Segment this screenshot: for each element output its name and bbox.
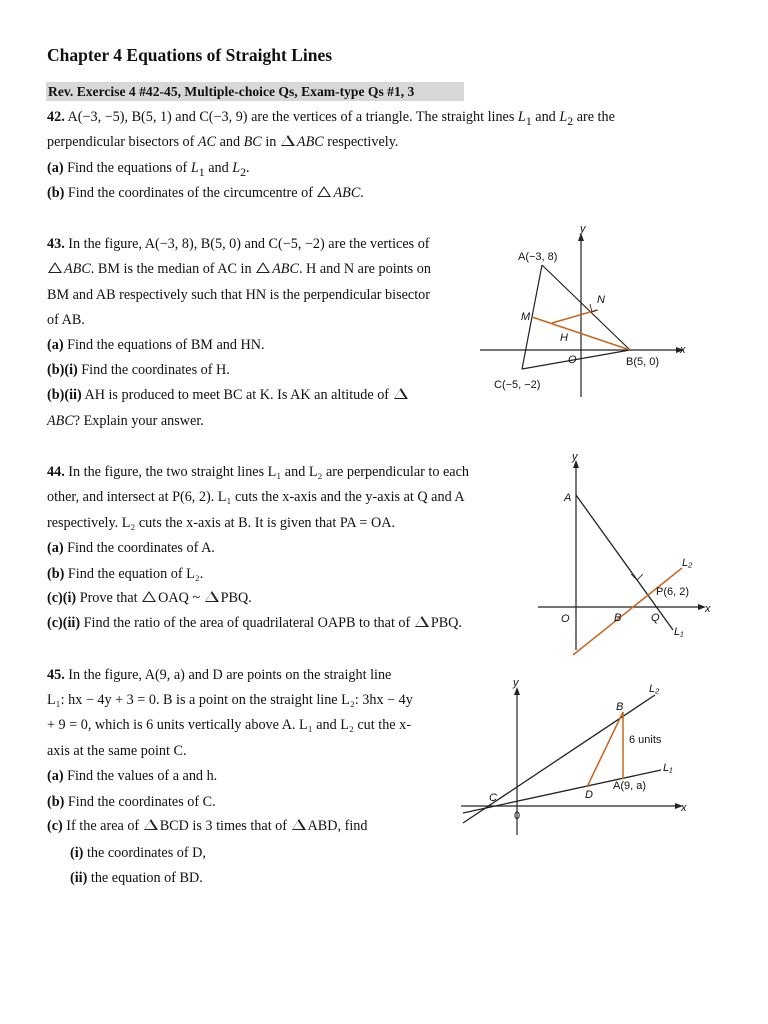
label-c: C bbox=[489, 792, 497, 804]
triangle-symbol-icon bbox=[205, 591, 219, 602]
triangle-symbol-icon bbox=[256, 262, 270, 273]
side-ab bbox=[542, 265, 630, 350]
label-a: A bbox=[564, 492, 572, 504]
q43-part-a: (a) Find the equations of BM and HN. bbox=[47, 337, 265, 353]
label-p: P(6, 2) bbox=[656, 586, 690, 598]
label-l2: L₂ bbox=[682, 557, 693, 569]
q43-part-bii-cont: ABC? Explain your answer. bbox=[47, 413, 204, 429]
q43-part-bi: (b)(i) Find the coordinates of H. bbox=[47, 362, 230, 378]
label-m: M bbox=[521, 311, 531, 323]
triangle-symbol-icon bbox=[292, 819, 306, 830]
triangle-symbol-icon bbox=[281, 135, 295, 146]
triangle-symbol-icon bbox=[48, 262, 62, 273]
label-b: B bbox=[616, 701, 624, 713]
q42-line-1: 42. A(−3, −5), B(5, 1) and C(−3, 9) are the vertices of a triangle. The straight lines $L_1$ and $L_2$ are the bbox=[47, 109, 615, 128]
label-a: A(−3, 8) bbox=[518, 251, 558, 263]
q45-part-cii: (ii) the equation of BD. bbox=[70, 870, 203, 886]
q45-line-3: + 9 = 0, which is 6 units vertically above A. L₁ and L₂ cut the x- bbox=[47, 717, 411, 733]
label-n: N bbox=[597, 294, 605, 306]
q45-part-a: (a) Find the values of a and h. bbox=[47, 768, 218, 784]
q44-line-2: other, and intersect at P(6, 2). L₁ cuts the x-axis and the y-axis at Q and A bbox=[47, 489, 465, 505]
q43-line-4: of AB. bbox=[47, 312, 85, 328]
triangle-symbol-icon bbox=[317, 186, 331, 197]
label-b: B(5, 0) bbox=[626, 356, 660, 368]
label-b: B bbox=[614, 612, 622, 624]
q44-part-a: (a) Find the coordinates of A. bbox=[47, 540, 215, 556]
figure-q44 bbox=[530, 450, 730, 660]
triangle-symbol-icon bbox=[142, 591, 156, 602]
label-y: y bbox=[580, 223, 586, 235]
triangle-symbol-icon bbox=[415, 616, 429, 627]
label-o: O bbox=[568, 354, 577, 366]
label-x: x bbox=[680, 344, 686, 356]
label-zero: 0 bbox=[514, 810, 521, 822]
q43-line-1: 43. In the figure, A(−3, 8), B(5, 0) and C(−5, −2) are the vertices of bbox=[47, 236, 430, 252]
q43-part-bii: (b)(ii) AH is produced to meet BC at K. Is AK an altitude of bbox=[47, 386, 410, 404]
label-c: C(−5, −2) bbox=[494, 379, 541, 391]
triangle-symbol-icon bbox=[394, 388, 408, 399]
label-l1: L₁ bbox=[674, 626, 684, 638]
label-y: y bbox=[572, 451, 578, 463]
q43-line-3: BM and AB respectively such that HN is the perpendicular bisector bbox=[47, 287, 430, 303]
label-x: x bbox=[681, 802, 687, 814]
q44-line-1: 44. In the figure, the two straight lines L₁ and L₂ are perpendicular to each bbox=[47, 464, 469, 480]
line-l2 bbox=[573, 568, 682, 655]
label-6-units: 6 units bbox=[629, 734, 662, 746]
q44-part-b: (b) Find the equation of L₂. bbox=[47, 566, 204, 582]
q45-part-c: (c) If the area of BCD is 3 times that of ABD, find bbox=[47, 818, 368, 834]
label-d: D bbox=[585, 789, 593, 801]
label-o: O bbox=[561, 613, 570, 625]
label-l2: L₂ bbox=[649, 683, 660, 695]
label-x: x bbox=[705, 603, 711, 615]
line-l1 bbox=[576, 495, 673, 630]
q42-part-a: (a) Find the equations of $L_1$ and $L_2$. bbox=[47, 160, 250, 179]
q44-part-ci: (c)(i) Prove that OAQ ~ PBQ. bbox=[47, 590, 252, 606]
q44-line-3: respectively. L₂ cuts the x-axis at B. It is given that PA = OA. bbox=[47, 515, 396, 531]
q42-line-2: perpendicular bisectors of AC and BC in ABC respectively. bbox=[47, 134, 399, 150]
exercise-header: Rev. Exercise 4 #42-45, Multiple-choice Qs, Exam-type Qs #1, 3 bbox=[46, 82, 464, 101]
segment-bd bbox=[587, 712, 623, 787]
label-y: y bbox=[513, 677, 519, 689]
label-q: Q bbox=[651, 612, 660, 624]
figure-q45 bbox=[455, 675, 705, 845]
q45-part-b: (b) Find the coordinates of C. bbox=[47, 794, 216, 810]
label-a: A(9, a) bbox=[613, 780, 647, 792]
q44-part-cii: (c)(ii) Find the ratio of the area of quadrilateral OAPB to that of PBQ. bbox=[47, 615, 462, 631]
q45-line-4: axis at the same point C. bbox=[47, 743, 187, 759]
label-h: H bbox=[560, 332, 568, 344]
q45-line-1: 45. In the figure, A(9, a) and D are points on the straight line bbox=[47, 667, 392, 683]
label-l1: L₁ bbox=[663, 762, 673, 774]
bisector-hn bbox=[552, 310, 597, 323]
figure-q43 bbox=[470, 222, 710, 400]
q43-line-2: ABC. BM is the median of AC in ABC. H and N are points on bbox=[47, 260, 431, 278]
q45-line-2: L₁: hx − 4y + 3 = 0. B is a point on the straight line L₂: 3hx − 4y bbox=[47, 692, 413, 708]
triangle-symbol-icon bbox=[144, 819, 158, 830]
q45-part-ci: (i) the coordinates of D, bbox=[70, 845, 206, 861]
page-title: Chapter 4 Equations of Straight Lines bbox=[47, 45, 333, 65]
q42-part-b: (b) Find the coordinates of the circumcentre of ABC. bbox=[47, 185, 364, 201]
